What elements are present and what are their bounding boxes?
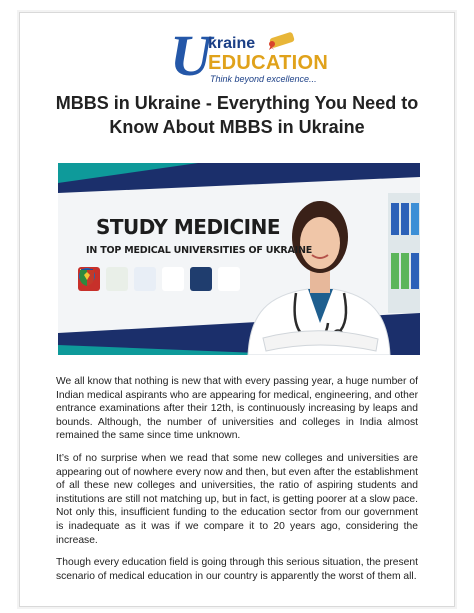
university-emblem-icon (134, 267, 156, 291)
paragraph: Though every education field is going through this serious situation, the present scenario of medical education in our country is apparently the worst of them all. (56, 557, 418, 582)
university-emblem-icon (190, 267, 212, 291)
ukraine-education-logo (170, 23, 329, 88)
logo-education-word: EDUCATION (208, 52, 329, 74)
page-title: MBBS in Ukraine - Everything You Need to Know About MBBS in Ukraine (55, 93, 419, 137)
banner-graphic (58, 163, 420, 355)
paragraph: It’s of no surprise when we read that some new colleges and universities are appearing out of nowhere every now and then, but even after the establishment of all these new colleges and universities, the ratio of aspiring students and institutions are still not matching up, but in fact, is getting poorer at a slow pace. Not only this, insufficient funding to the education sector from our government is inadequate as it was if we compare it to 20 years ago, considering the increase. (56, 452, 418, 546)
logo-tagline: Think beyond excellence... (210, 74, 317, 84)
banner-subheading: IN TOP MEDICAL UNIVERSITIES OF UKRAINE (86, 245, 313, 256)
university-emblem-icon (218, 267, 240, 291)
logo-letter: U (170, 23, 212, 88)
document-page (19, 12, 455, 607)
diploma-scroll-icon (266, 29, 300, 51)
paragraph: We all know that nothing is new that with every passing year, a huge number of Indian medical aspirants who are appearing for medical, engineering, and other entrance examinations after their 12th, is continuously increasing by leaps and bounds. Although, the number of universities and colleges in India almost remained the same since time unknown. (56, 376, 418, 442)
banner-heading: STUDY MEDICINE (96, 215, 281, 239)
university-emblem-icon (162, 267, 184, 291)
study-medicine-banner (58, 163, 420, 355)
logo-word: kraine (208, 35, 256, 52)
article-body (56, 375, 418, 592)
university-emblem-icon (106, 267, 128, 291)
university-emblems (78, 267, 240, 291)
